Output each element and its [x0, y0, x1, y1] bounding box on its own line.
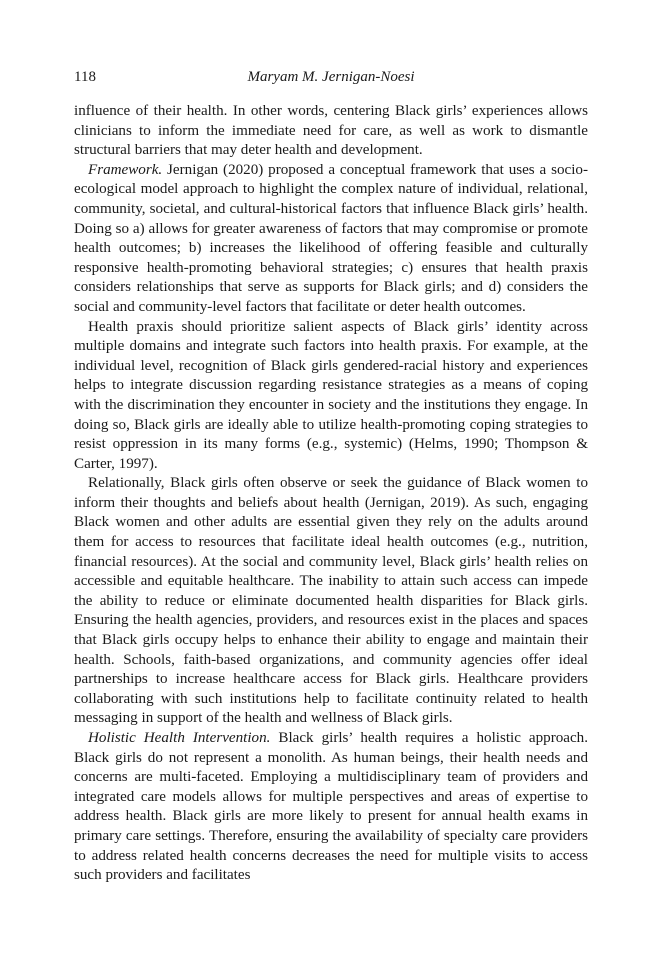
running-title-author: Maryam M. Jernigan-Noesi	[247, 69, 415, 85]
paragraph-relationally: Relationally, Black girls often observe or seek the guidance of Black women to inform their thoughts and beliefs about health (Jernigan, 2019). As such, engaging Black women and other adults are essential given they rely on the adults around them for access to resources that facilitate ideal health outcomes (e.g., nutrition, financial resources). At the social and community level, Black girls’ health relies on accessible and equitable healthcare. The inability to attain such access can impede the ability to reduce or eliminate documented health disparities for Black girls. Ensuring the health agencies, providers, and resources exist in the places and spaces that Black girls occupy helps to enhance their ability to engage and maintain their health. Schools, faith-based organizations, and community agencies offer ideal partnerships to increase healthcare access for Black girls. Healthcare providers collaborating with such institutions help to facilitate continuity related to health messaging in support of the health and wellness of Black girls.	[74, 475, 588, 727]
paragraph-framework-text: Jernigan (2020) proposed a conceptual framework that uses a socio-ecological model approach to highlight the complex nature of individual, relational, community, societal, and cultural-historical factors that influence Black girls’ health. Doing so a) allows for greater awareness of factors that may compromise or promote health outcomes; b) increases the likelihood of offering feasible and culturally responsive health-promoting behavioral strategies; c) ensures that health praxis considers relationships that serve as supports for Black girls; and d) considers the social and community-level factors that facilitate or deter health outcomes.	[74, 161, 588, 315]
subheading-holistic-health-intervention: Holistic Health Intervention.	[88, 730, 271, 746]
paragraph-holistic-health	[74, 729, 588, 886]
paragraph-continuation: influence of their health. In other words, centering Black girls’ experiences allows clinicians to inform the immediate need for care, as well as work to dismantle structural barriers that may deter health and development.	[74, 103, 588, 159]
paragraph-health-praxis: Health praxis should prioritize salient aspects of Black girls’ identity across multiple domains and integrate such factors into health praxis. For example, at the individual level, recognition of Black girls gendered-racial history and experiences helps to integrate discussion regarding resistance strategies as a means of coping with the discrimination they encounter in society and the institutions they engage. In doing so, Black girls are ideally able to utilize health-promoting coping strategies to resist oppression in its many forms (e.g., systemic) (Helms, 1990; Thompson & Carter, 1997).	[74, 318, 588, 472]
page-number: 118	[74, 69, 96, 85]
paragraph-framework	[74, 161, 588, 318]
subheading-framework: Framework.	[88, 161, 163, 178]
running-head	[74, 66, 588, 88]
body-text	[74, 102, 588, 886]
paragraph-holistic-health-text: Black girls’ health requires a holistic approach. Black girls do not represent a monolith. As human beings, their health needs and concerns are multi-faceted. Employing a multidisciplinary team of providers and integrated care models allows for multiple perspectives and areas of expertise to address health. Black girls are more likely to present for annual health exams in primary care settings. Therefore, ensuring the availability of specialty care providers to address related health concerns decreases the need for multiple visits to access such providers and facilitates	[74, 730, 589, 884]
